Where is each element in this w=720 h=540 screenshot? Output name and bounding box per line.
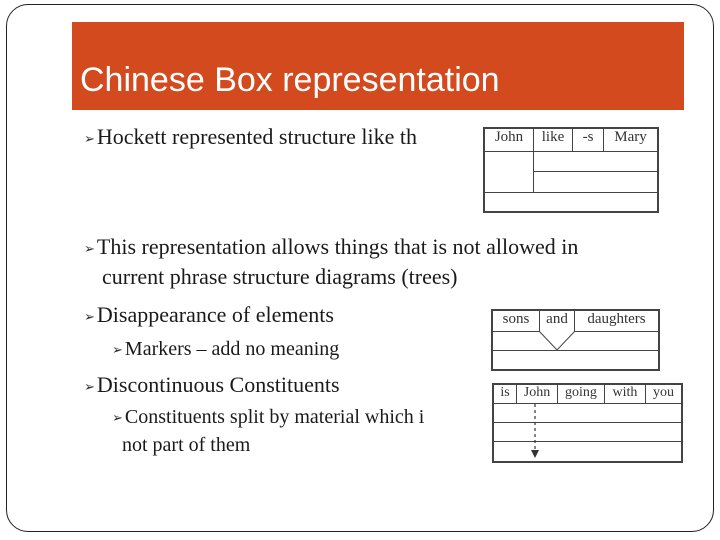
box1-word-mary: Mary <box>603 128 658 152</box>
bullet-split <box>112 406 424 429</box>
box2-word-sons: sons <box>492 310 540 332</box>
box1-word-s: -s <box>572 128 604 152</box>
bullet-discontinuous-text: Discontinuous Constituents <box>96 372 340 397</box>
box3-word-with: with <box>604 384 646 404</box>
bullet-discontinuous <box>84 372 340 398</box>
title-bar <box>72 22 684 110</box>
bullet-split-continuation: not part of them <box>122 434 251 456</box>
box2-word-and: and <box>539 310 575 332</box>
box1-group-sentence <box>484 192 658 212</box>
chinese-box-diagram-2 <box>491 309 660 371</box>
slide-title: Chinese Box representation <box>80 61 500 99</box>
bullet-allows-continuation: current phrase structure diagrams (trees) <box>102 264 458 289</box>
arrow-bullet-icon: ➢ <box>84 380 95 395</box>
bullet-split-text: Constituents split by material which i <box>124 406 425 428</box>
box1-word-like: like <box>533 128 573 152</box>
box3-word-you: you <box>645 384 682 404</box>
box1-word-john: John <box>484 128 534 152</box>
bullet-allows-text: This representation allows things that is not allowed in <box>96 234 579 259</box>
box3-word-going: going <box>557 384 605 404</box>
box3-dashed-arrow <box>493 384 682 462</box>
box2-word-daughters: daughters <box>574 310 659 332</box>
bullet-hockett <box>84 124 417 150</box>
box2-marker-wedge <box>492 310 659 370</box>
chinese-box-diagram-3 <box>492 383 683 463</box>
arrow-bullet-icon: ➢ <box>84 310 95 325</box>
arrow-bullet-icon: ➢ <box>84 132 95 147</box>
box1-group-like-s <box>533 151 658 172</box>
bullet-hockett-text: Hockett represented structure like th <box>96 124 418 149</box>
box3-word-john: John <box>516 384 558 404</box>
bullet-markers-text: Markers – add no meaning <box>124 338 340 360</box>
bullet-disappearance <box>84 302 334 328</box>
bullet-disappearance-text: Disappearance of elements <box>96 302 334 327</box>
box1-group-predicate <box>533 171 658 193</box>
box3-word-is: is <box>493 384 517 404</box>
arrow-bullet-icon: ➢ <box>84 242 95 257</box>
bullet-allows <box>84 234 578 260</box>
arrow-bullet-icon: ➢ <box>112 411 123 426</box>
box1-group-john <box>484 151 534 193</box>
arrow-bullet-icon: ➢ <box>112 343 123 358</box>
chinese-box-diagram-1 <box>483 127 659 213</box>
bullet-markers <box>112 338 339 361</box>
